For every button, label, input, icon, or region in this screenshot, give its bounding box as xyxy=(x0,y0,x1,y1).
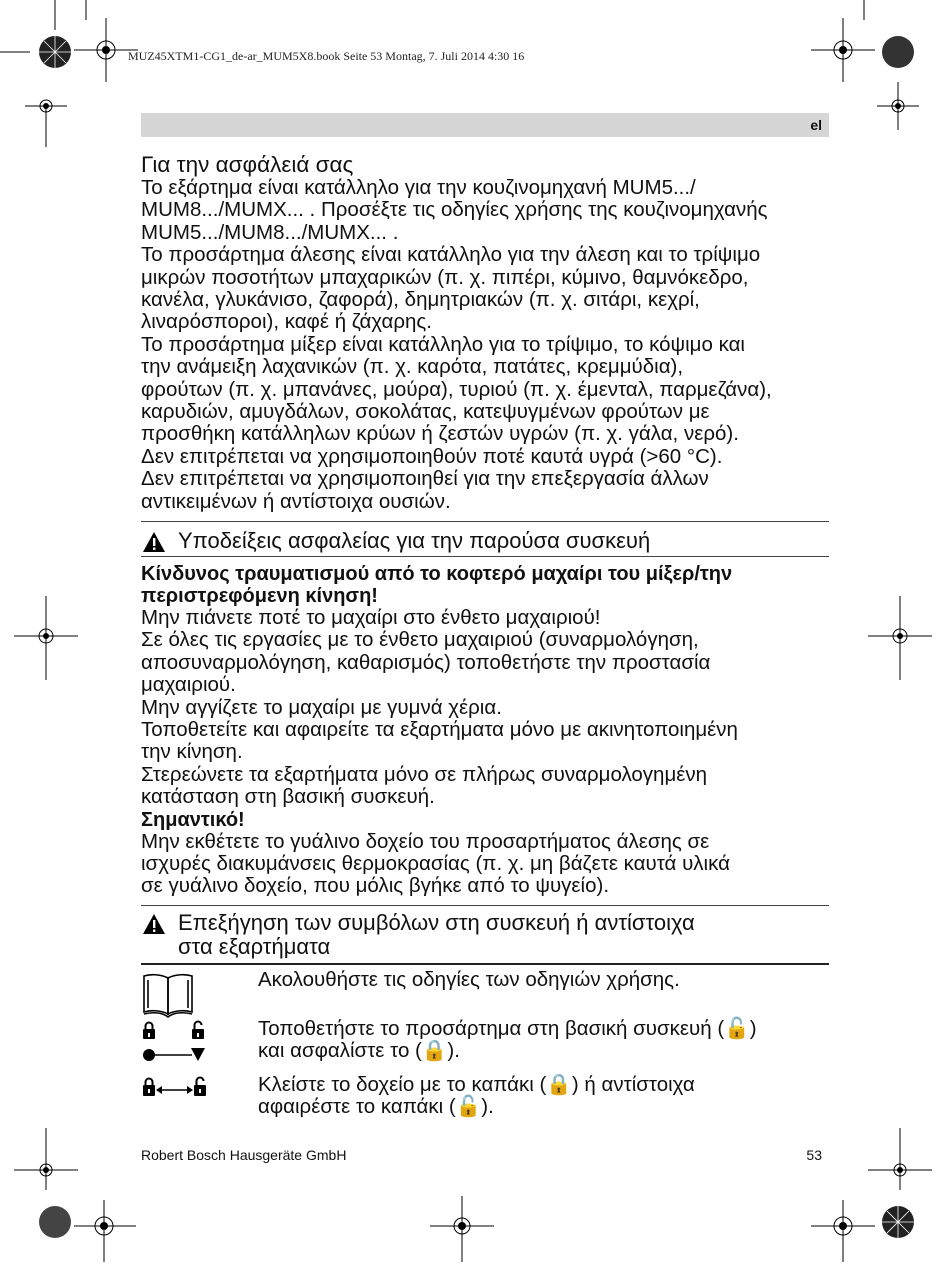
divider xyxy=(141,963,829,965)
section-title: Για την ασφάλειά σας xyxy=(141,152,354,177)
text-line: μαχαιριού. xyxy=(141,673,236,697)
warning-triangle-icon xyxy=(142,913,166,935)
symbol-description xyxy=(258,969,828,991)
text-line: κανέλα, γλυκάνισο, ζαφορά), δημητριακών (π. χ. σιτάρι, κεχρί, xyxy=(141,288,700,312)
language-bar xyxy=(141,113,829,137)
text-line: Μην πιάνετε ποτέ το μαχαίρι στο ένθετο μαχαιριού! xyxy=(141,606,601,629)
text-line: Το προσάρτημα άλεσης είναι κατάλληλο για την άλεση και το τρίψιμο xyxy=(141,243,761,267)
text-line: σε γυάλινο δοχείο, που μόλις βγήκε από το ψυγείο). xyxy=(141,874,610,898)
lock-arrow-unlock-icon xyxy=(142,1077,208,1101)
divider xyxy=(141,556,829,557)
print-header: MUZ45XTM1-CG1_de-ar_MUM5X8.book Seite 53 Montag, 7. Juli 2014 4:30 16 xyxy=(128,49,525,63)
section-safety-notes xyxy=(141,563,841,898)
divider xyxy=(141,521,829,522)
text-line: Δεν επιτρέπεται να χρησιμοποιηθούν ποτέ καυτά υγρά (>60 °C). xyxy=(141,444,723,468)
text-line: Το εξάρτημα είναι κατάλληλο για την κουζινομηχανή MUM5.../ xyxy=(141,176,696,199)
lock-dial-icon xyxy=(142,1021,208,1063)
text-line: MUM8.../MUMX... . Προσέξτε τις οδηγίες χρήσης της κουζινομηχανής xyxy=(141,198,768,222)
text-line: Κλείστε το δοχείο με το καπάκι (🔒) ή αντίστοιχα xyxy=(258,1073,695,1096)
open-book-icon xyxy=(142,972,194,1018)
paragraph xyxy=(141,607,841,809)
page-number: 53 xyxy=(806,1147,822,1163)
text-line: φρούτων (π. χ. μπανάνες, μούρα), τυριού (π. χ. έμενταλ, παρμεζάνα), xyxy=(141,377,772,401)
important-label: Σημαντικό! xyxy=(141,808,245,831)
text-line: την ανάμειξη λαχανικών (π. χ. καρότα, πατάτες, κρεμμύδια), xyxy=(141,355,684,379)
text-line: την κίνηση. xyxy=(141,740,243,764)
language-code: el xyxy=(810,117,822,133)
text-line: αποσυναρμολόγηση, καθαρισμός) τοποθετήστε την προστασία xyxy=(141,650,711,674)
warning-title: Υποδείξεις ασφαλείας για την παρούσα συσκευή xyxy=(178,528,651,553)
text-line: στα εξαρτήματα xyxy=(178,934,331,959)
text-line: ισχυρές διακυμάνσεις θερμοκρασίας (π. χ. μη βάζετε καυτά υλικά xyxy=(141,852,730,876)
footer-company: Robert Bosch Hausgeräte GmbH xyxy=(141,1147,347,1163)
text-line: και ασφαλίστε το (🔒). xyxy=(258,1039,460,1063)
text-line: Τοποθετήστε το προσάρτημα στη βασική συσκευή (🔓) xyxy=(258,1017,757,1040)
text-line: αφαιρέστε το καπάκι (🔓). xyxy=(258,1095,494,1119)
text-line: προσθήκη κατάλληλων κρύων ή ζεστών υγρών (π. χ. γάλα, νερό). xyxy=(141,422,739,446)
text-line: μικρών ποσοτήτων μπαχαρικών (π. χ. πιπέρι, κύμινο, θαμνόκεδρο, xyxy=(141,265,749,289)
text-line: Το προσάρτημα μίξερ είναι κατάλληλο για το τρίψιμο, το κόψιμο και xyxy=(141,332,745,356)
text-line: Στερεώνετε τα εξαρτήματα μόνο σε πλήρως συναρμολογημένη xyxy=(141,762,708,786)
text-line: περιστρεφόμενη κίνηση! xyxy=(141,585,378,607)
text-line: Επεξήγηση των συμβόλων στη συσκευή ή αντίστοιχα xyxy=(178,910,695,935)
text-line: αντικειμένων ή αντίστοιχα ουσιών. xyxy=(141,489,451,513)
text-line: Ακολουθήστε τις οδηγίες των οδηγιών χρήσης. xyxy=(258,968,680,991)
warning-triangle-icon xyxy=(142,531,166,553)
text-line: λιναρόσποροι), καφέ ή ζάχαρης. xyxy=(141,310,433,334)
section-safety xyxy=(141,153,841,513)
danger-heading xyxy=(141,563,841,607)
text-line: Κίνδυνος τραυματισμού από το κοφτερό μαχαίρι του μίξερ/την xyxy=(141,563,733,585)
warning-title xyxy=(178,911,828,959)
text-line: Τοποθετείτε και αφαιρείτε τα εξαρτήματα μόνο με ακινητοποιημένη xyxy=(141,718,738,742)
text-line: καρυδιών, αμυγδάλων, σοκολάτας, κατεψυγμένων φρούτων με xyxy=(141,400,710,424)
symbol-description xyxy=(258,1018,828,1063)
text-line: κατάσταση στη βασική συσκευή. xyxy=(141,785,435,809)
symbol-description xyxy=(258,1074,828,1119)
text-line: Δεν επιτρέπεται να χρησιμοποιηθεί για την επεξεργασία άλλων xyxy=(141,467,709,491)
text-line: Μην εκθέτετε το γυάλινο δοχείο του προσαρτήματος άλεσης σε xyxy=(141,829,710,853)
text-line: Σε όλες τις εργασίες με το ένθετο μαχαιριού (συναρμολόγηση, xyxy=(141,628,699,652)
paragraph xyxy=(141,831,841,898)
text-line: Μην αγγίζετε το μαχαίρι με γυμνά χέρια. xyxy=(141,695,502,719)
paragraph xyxy=(141,177,841,513)
text-line: MUM5.../MUM8.../MUMX... . xyxy=(141,220,399,244)
divider xyxy=(141,905,829,906)
